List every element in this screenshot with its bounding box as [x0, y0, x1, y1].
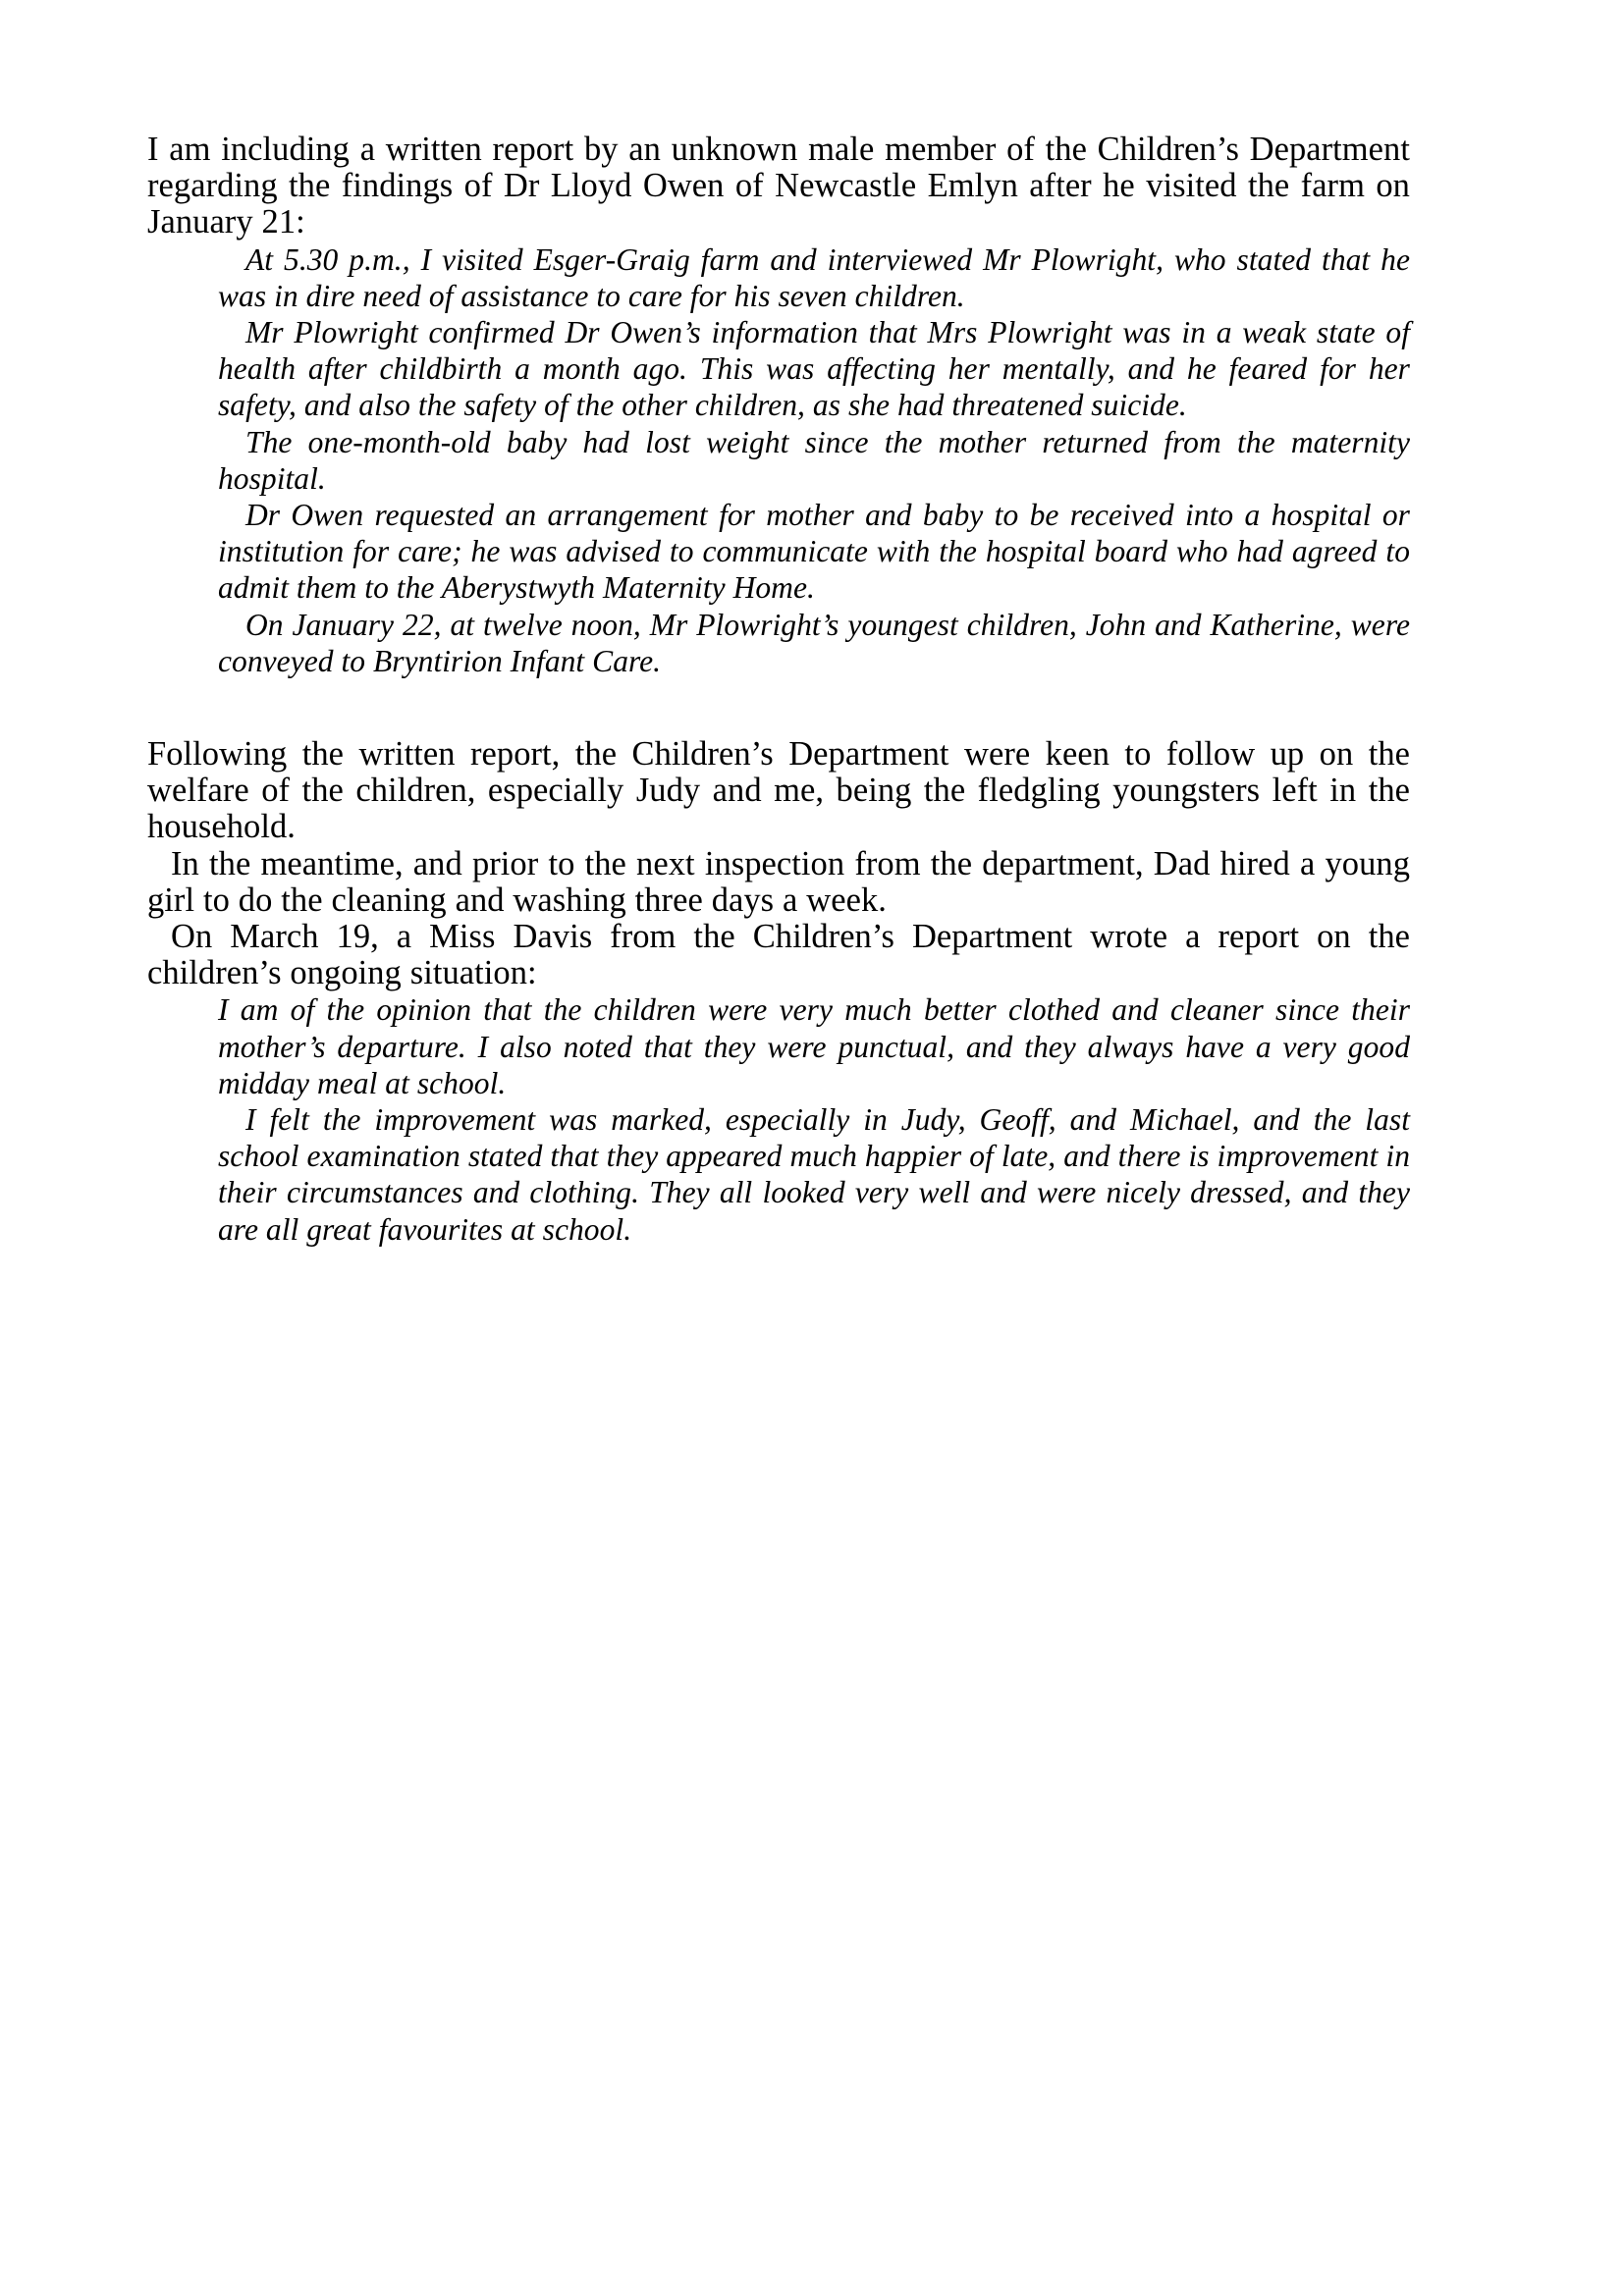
quote-paragraph-1-1: At 5.30 p.m., I visited Esger-Graig farm and interviewed Mr Plowright, who stated that he was in dire need of assistance to care for his seven children. — [218, 241, 1410, 313]
blockquote-report-one — [218, 241, 1410, 679]
blockquote-report-two — [218, 991, 1410, 1247]
quote-paragraph-1-2: Mr Plowright confirmed Dr Owen’s information that Mrs Plowright was in a weak state of health after childbirth a month ago. This was affecting her mentally, and he feared for her safety, and also the safety of the other children, as she had threatened suicide. — [218, 315, 1410, 423]
quote-paragraph-2-1: I am of the opinion that the children were very much better clothed and cleaner since their mother’s departure. I also noted that they were punctual, and they always have a very good midday meal at school. — [218, 992, 1410, 1100]
paragraph-spacer — [147, 679, 1410, 736]
quote-paragraph-1-5: On January 22, at twelve noon, Mr Plowright’s youngest children, John and Katherine, were conveyed to Bryntirion Infant Care. — [218, 607, 1410, 678]
quote-paragraph-1-3: The one-month-old baby had lost weight since the mother returned from the maternity hospital. — [218, 424, 1410, 496]
text-column — [147, 132, 1410, 1248]
body-paragraph-2: Following the written report, the Children’s Department were keen to follow up on the welfare of the children, especially Judy and me, being the fledgling youngsters left in the household. — [147, 735, 1410, 846]
body-paragraph-1: I am including a written report by an unknown male member of the Children’s Department regarding the findings of Dr Lloyd Owen of Newcastle Emlyn after he visited the farm on January 21: — [147, 131, 1410, 241]
quote-paragraph-2-2: I felt the improvement was marked, especially in Judy, Geoff, and Michael, and the last school examination stated that they appeared much happier of late, and there is improvement in their circumstances and clothing. They all looked very well and were nicely dressed, and they are all great favourites at school. — [218, 1102, 1410, 1247]
body-paragraph-4: On March 19, a Miss Davis from the Children’s Department wrote a report on the children’s ongoing situation: — [147, 918, 1410, 992]
quote-paragraph-1-4: Dr Owen requested an arrangement for mother and baby to be received into a hospital or institution for care; he was advised to communicate with the hospital board who had agreed to admit them to the Aberystwyth Maternity Home. — [218, 498, 1410, 606]
body-paragraph-3: In the meantime, and prior to the next inspection from the department, Dad hired a young girl to do the cleaning and washing three days a week. — [147, 844, 1410, 919]
